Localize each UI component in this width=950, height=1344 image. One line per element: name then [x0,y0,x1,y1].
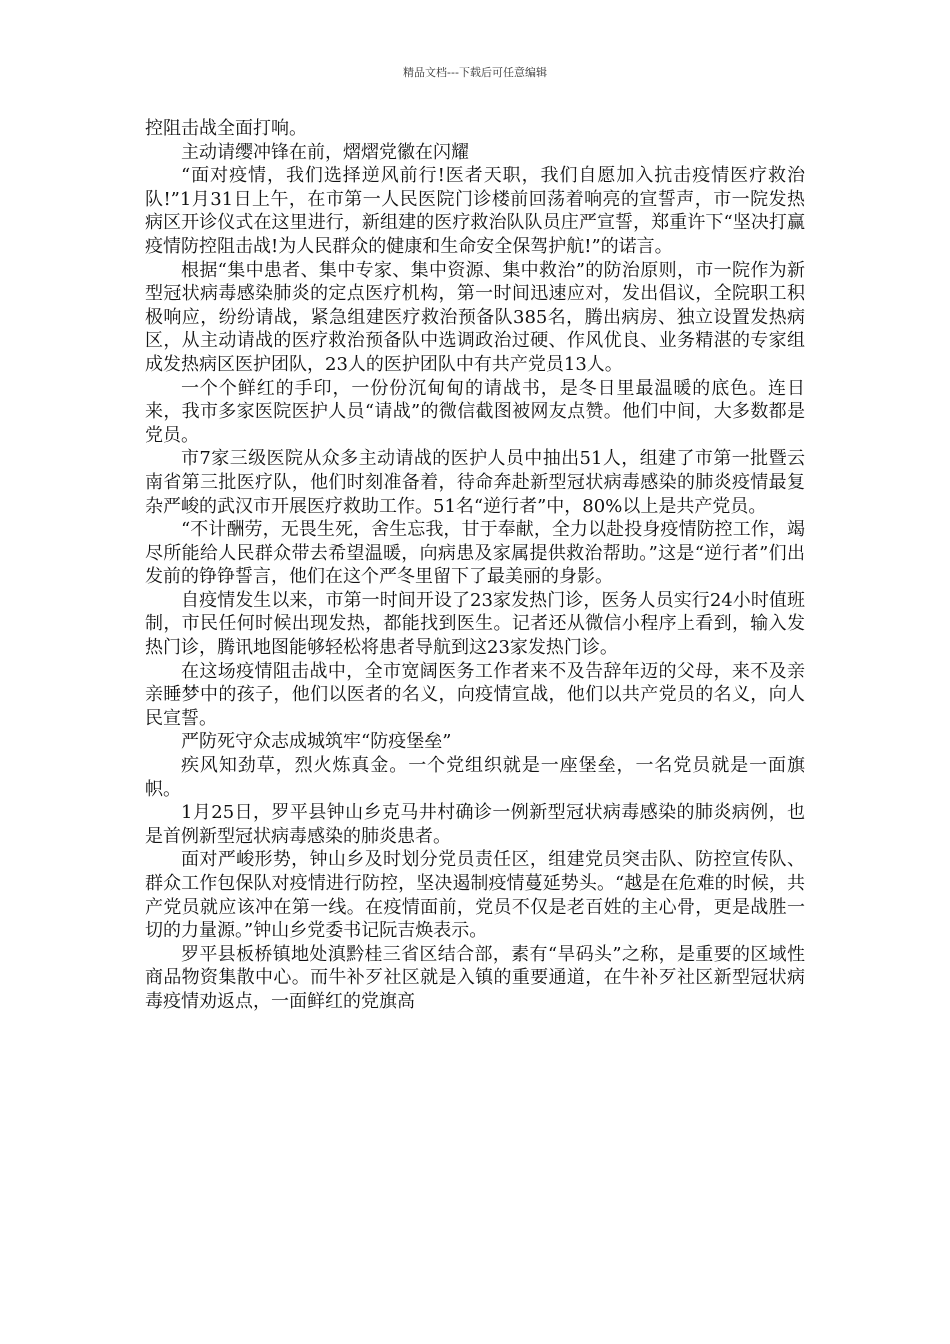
paragraph: 市7家三级医院从众多主动请战的医护人员中抽出51人，组建了市第一批暨云南省第三批医疗队，他们时刻准备着，待命奔赴新型冠状病毒感染的肺炎疫情最复杂严峻的武汉市开展医疗救助工作。51名“逆行者”中，80%以上是共产党员。 [145,448,805,517]
paragraph: 一个个鲜红的手印，一份份沉甸甸的请战书，是冬日里最温暖的底色。连日来，我市多家医院医护人员“请战”的微信截图被网友点赞。他们中间，大多数都是党员。 [145,377,805,446]
paragraph: 罗平县板桥镇地处滇黔桂三省区结合部，素有“旱码头”之称，是重要的区域性商品物资集散中心。而牛补歹社区就是入镇的重要通道，在牛补歹社区新型冠状病毒疫情劝返点，一面鲜红的党旗高 [145,943,805,1012]
page-header: 精品文档---下载后可任意编辑 [403,66,547,79]
section-heading: 严防死守众志成城筑牢“防疫堡垒” [181,731,452,753]
paragraph: 疾风知劲草，烈火炼真金。一个党组织就是一座堡垒，一名党员就是一面旗帜。 [145,755,805,800]
paragraph: 1月25日，罗平县钟山乡克马井村确诊一例新型冠状病毒感染的肺炎病例，也是首例新型冠状病毒感染的肺炎患者。 [145,802,805,847]
paragraph: “不计酬劳，无畏生死，舍生忘我，甘于奉献，全力以赴投身疫情防控工作，竭尽所能给人民群众带去希望温暖，向病患及家属提供救治帮助。”这是“逆行者”们出发前的铮铮誓言，他们在这个严冬里留下了最美丽的身影。 [145,519,805,588]
paragraph: 面对严峻形势，钟山乡及时划分党员责任区，组建党员突击队、防控宣传队、群众工作包保队对疫情进行防控，坚决遏制疫情蔓延势头。“越是在危难的时候，共产党员就应该冲在第一线。在疫情面前，党员不仅是老百姓的主心骨，更是战胜一切的力量源。”钟山乡党委书记阮吉焕表示。 [145,849,805,942]
paragraph: 自疫情发生以来，市第一时间开设了23家发热门诊，医务人员实行24小时值班制，市民任何时候出现发热，都能找到医生。记者还从微信小程序上看到，输入发热门诊，腾讯地图能够轻松将患者导航到这23家发热门诊。 [145,589,805,659]
paragraph: 控阻击战全面打响。 [145,118,307,139]
paragraph: 在这场疫情阻击战中，全市宽阔医务工作者来不及告辞年迈的父母，来不及亲亲睡梦中的孩子，他们以医者的名义，向疫情宣战，他们以共产党员的名义，向人民宣誓。 [145,660,805,729]
paragraph: “面对疫情，我们选择逆风前行!医者天职，我们自愿加入抗击疫情医疗救治队!”1月31日上午，在市第一人民医院门诊楼前回荡着响亮的宣誓声，市一院发热病区开诊仪式在这里进行，新组建的医疗救治队队员庄严宣誓，郑重许下“坚决打赢疫情防控阻击战!为人民群众的健康和生命安全保驾护航!”的诺言。 [145,165,805,257]
paragraph: 根据“集中患者、集中专家、集中资源、集中救治”的防治原则，市一院作为新型冠状病毒感染肺炎的定点医疗机构，第一时间迅速应对，发出倡议，全院职工积极响应，纷纷请战，紧急组建医疗救治预备队385名，腾出病房、独立设置发热病区，从主动请战的医疗救治预备队中选调政治过硬、作风优良、业务精湛的专家组成发热病区医护团队，23人的医护团队中有共产党员13人。 [145,259,805,375]
document-body [145,117,805,1014]
section-heading: 主动请缨冲锋在前，熠熠党徽在闪耀 [181,141,469,163]
